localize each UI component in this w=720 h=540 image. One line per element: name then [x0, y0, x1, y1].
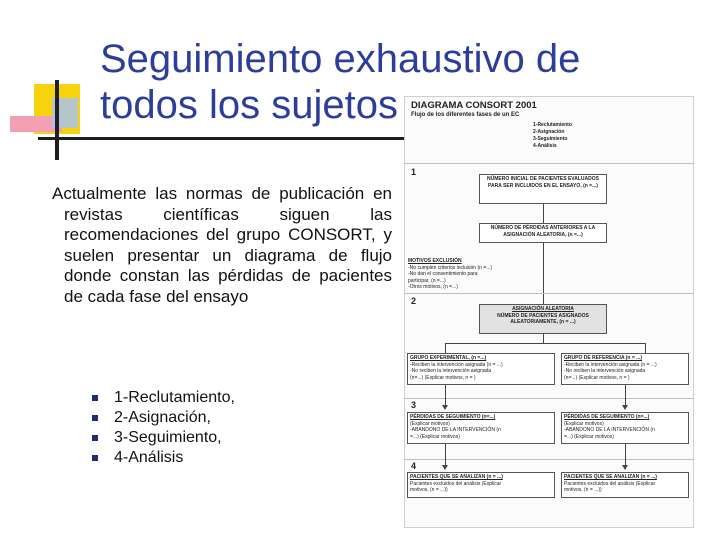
flow-arrow: [442, 405, 448, 410]
phase-number: 4: [411, 461, 417, 471]
phase-number: 1: [411, 167, 417, 177]
decorative-vertical-line: [55, 80, 59, 160]
phase-number: 2: [411, 296, 417, 306]
analysis-line: Pacientes excluidos del análisis (Explicar: [564, 480, 656, 487]
legend-item: 2-Asignación: [533, 129, 565, 135]
followup-line: (Explicar motivos): [410, 420, 450, 427]
bullet-item: 2-Asignación,: [92, 408, 235, 428]
consort-diagram: [404, 96, 694, 528]
box-analysis-reference: [561, 472, 689, 498]
legend-item: 3-Seguimiento: [533, 136, 568, 142]
slide-title: Seguimiento exhaustivo de todos los sujetos: [100, 37, 581, 127]
phase-separator: [405, 459, 693, 460]
flow-line: [543, 204, 544, 223]
box-followup-reference: [561, 412, 689, 444]
analysis-line: motivos, (n = ...)): [410, 487, 448, 493]
flow-line: [543, 334, 544, 343]
followup-line: (Explicar motivos): [564, 420, 604, 427]
diagram-subtitle: Flujo de los diferentes fases de un EC: [411, 112, 520, 118]
box-prior-losses: NÚMERO DE PÉRDIDAS ANTERIORES A LA ASIGNACIÓN ALEATORIA, (n =...): [479, 223, 607, 243]
flow-line: [543, 243, 544, 304]
followup-line: =...) (Explicar motivos): [410, 433, 460, 440]
group-line: (n=...) (Explicar motivos, n = ): [564, 374, 630, 381]
followup-heading: PÉRDIDAS DE SEGUIMIENTO (n=...): [564, 414, 650, 420]
diagram-title: DIAGRAMA CONSORT 2001: [411, 100, 537, 111]
box-experimental-group: [407, 353, 555, 385]
analysis-line: Pacientes excluidos del análisis (Explicar: [410, 480, 502, 487]
exclusion-line: -No cumplen criterios inclusión (n =...): [408, 264, 493, 271]
bullet-item: 4-Análisis: [92, 448, 235, 468]
exclusion-line: participar, (n =...): [408, 277, 446, 284]
flow-line: [625, 385, 626, 405]
group-heading: GRUPO EXPERIMENTAL, (n =...): [410, 355, 487, 361]
body-paragraph: Actualmente las normas de publicación en revistas científicas siguen las recomendaciones del grupo CONSORT, y suelen presentar un diagrama de flujo donde constan las pérdidas de pacientes de cada fase del ensayo: [52, 184, 392, 306]
group-line: -No reciben la intervención asignada: [564, 368, 646, 374]
group-line: -Reciben la intervención asignada (n = ...): [564, 361, 657, 368]
exclusion-line: -No dan el consentimiento para: [408, 271, 478, 277]
box-analysis-experimental: [407, 472, 555, 498]
exclusion-heading: MOTIVOS EXCLUSIÓN: [408, 258, 462, 264]
phase-separator: [405, 293, 693, 294]
flow-line: [645, 343, 646, 353]
flow-arrow: [442, 465, 448, 470]
phase-separator: [405, 398, 693, 399]
flow-line: [625, 444, 626, 465]
flow-line: [445, 343, 645, 344]
analysis-heading: PACIENTES QUE SE ANALIZAN (n = ...): [410, 474, 503, 480]
phase-number: 3: [411, 400, 417, 410]
bullet-item: 3-Seguimiento,: [92, 428, 235, 448]
exclusion-reasons: [408, 258, 492, 291]
group-heading: GRUPO DE REFERENCIA (n = ...): [564, 355, 643, 361]
flow-line: [445, 385, 446, 405]
exclusion-line: -Otros motivos, (n =...): [408, 284, 458, 290]
followup-line: -ABANDONO DE LA INTERVENCIÓN (n: [410, 427, 501, 433]
decorative-horizontal-line: [38, 137, 448, 140]
box-random-assignment: [479, 304, 607, 334]
box-followup-experimental: [407, 412, 555, 444]
random-heading: ASIGNACIÓN ALEATORIA: [512, 306, 574, 312]
flow-line: [445, 343, 446, 353]
legend-item: 4-Análisis: [533, 143, 557, 149]
followup-line: =...) (Explicar motivos): [564, 433, 614, 440]
box-initial-patients: NÚMERO INICIAL DE PACIENTES EVALUADOS PARA SER INCLUIDOS EN EL ENSAYO, (n =...): [479, 174, 607, 204]
random-text: NÚMERO DE PACIENTES ASIGNADOS ALEATORIAMENTE, (n = ...): [497, 312, 589, 325]
phase-bullet-list: [92, 388, 235, 468]
legend-item: 1-Reclutamiento: [533, 122, 572, 128]
analysis-line: motivos, (n = ...)): [564, 487, 602, 493]
followup-heading: PÉRDIDAS DE SEGUIMIENTO (n=...): [410, 414, 496, 420]
group-line: -No reciben la intervención asignada: [410, 368, 492, 374]
group-line: -Reciben la intervención asignada (n = ...): [410, 361, 503, 368]
flow-arrow: [622, 465, 628, 470]
flow-arrow: [622, 405, 628, 410]
analysis-heading: PACIENTES QUE SE ANALIZAN (n = ...): [564, 474, 657, 480]
followup-line: -ABANDONO DE LA INTERVENCIÓN (n: [564, 427, 655, 433]
group-line: (n=...) (Explicar motivos, n = ): [410, 374, 476, 381]
box-reference-group: [561, 353, 689, 385]
flow-line: [445, 444, 446, 465]
diagram-legend: [533, 122, 572, 150]
bullet-item: 1-Reclutamiento,: [92, 388, 235, 408]
phase-separator: [405, 163, 693, 164]
